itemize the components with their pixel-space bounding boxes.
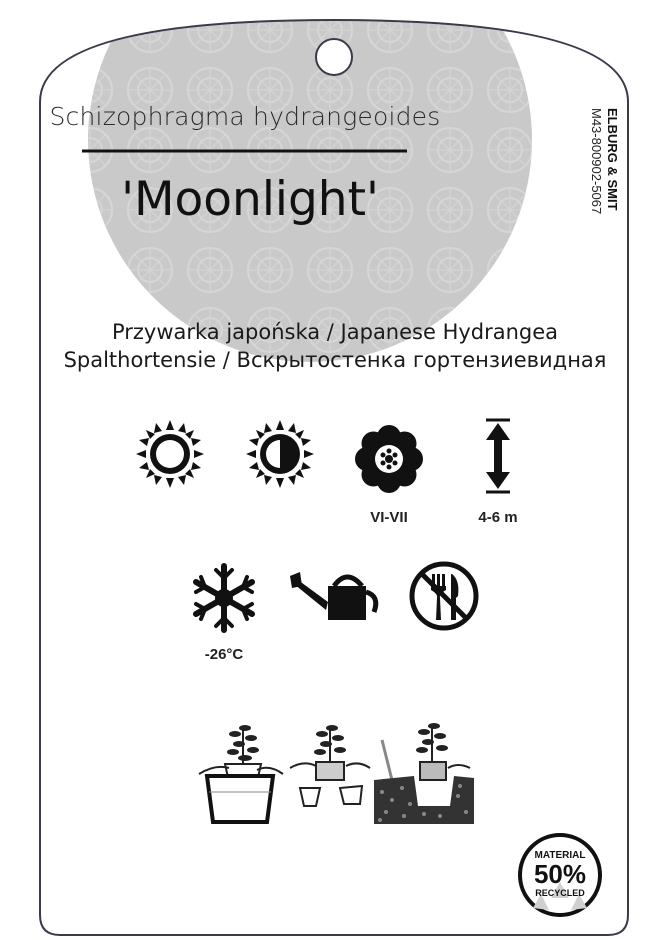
brand-block [588,108,618,248]
flower-icon [354,424,424,494]
watering-can-icon [290,568,380,622]
soak-pot-illustration [195,718,285,826]
snowflake-icon [188,562,260,634]
full-sun-icon [134,418,206,490]
brand-name: ELBURG & SMIT [605,108,620,211]
badge-line-2: 50% [533,859,587,889]
cultivar-name: 'Moonlight' [121,172,379,227]
flowering-months-label: VI-VII [370,509,408,526]
latin-name: Schizophragma hydrangeoides [49,102,441,131]
common-names-line-2: Spalthortensie / Вскрытостенка гортензиевидная [63,348,607,372]
badge-line-3: RECYCLED [535,888,585,898]
remove-pot-illustration [290,718,372,818]
half-shade-icon [244,418,316,490]
hang-hole [316,39,352,75]
height-arrow-icon [482,418,514,494]
recycled-material-badge [517,832,603,918]
badge-line-1: MATERIAL [534,850,586,861]
not-edible-icon [408,560,480,632]
plant-in-soil-illustration [374,716,474,824]
product-code: M43-800902-5067 [589,108,604,215]
common-names-line-1: Przywarka japońska / Japanese Hydrangea [111,320,559,344]
hardiness-label: -26°C [204,646,244,663]
height-label: 4-6 m [478,509,518,526]
